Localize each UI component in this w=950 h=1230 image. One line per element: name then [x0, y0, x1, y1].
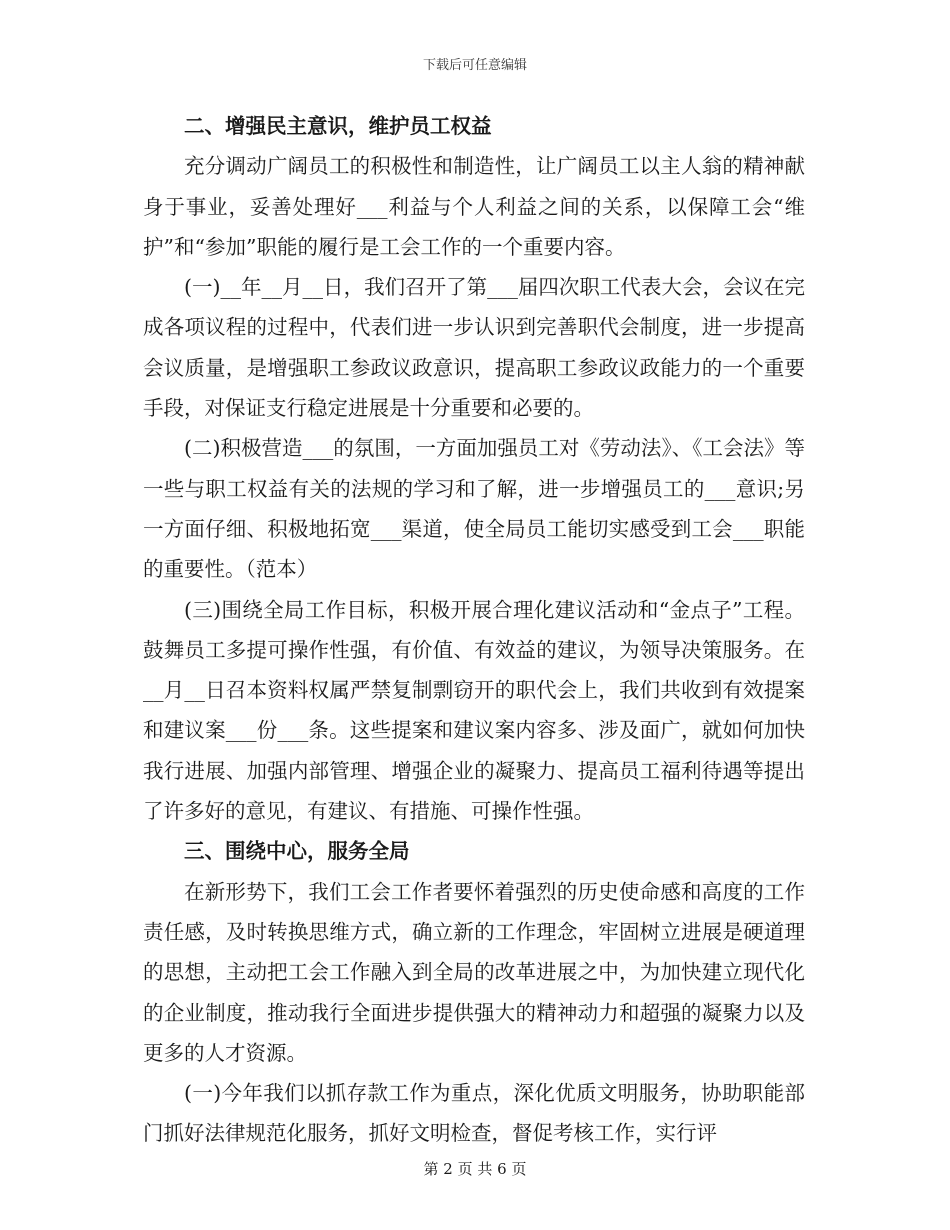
paragraph-3: (二)积极营造___的氛围，一方面加强员工对《劳动法》、《工会法》等一些与职工权益有关的法规的学习和了解，进一步增强员工的___意识;另一方面仔细、积极地拓宽___渠道，使全局员工能切实感受到工会___职能的重要性。（范本）: [143, 436, 805, 582]
document-body: [143, 106, 805, 1154]
page-header-note: 下载后可任意编辑: [422, 58, 527, 73]
section-heading-3: 三、围绕中心，服务全局: [184, 839, 410, 864]
paragraph-4: (三)围绕全局工作目标，积极开展合理化建议活动和“金点子”工程。鼓舞员工多提可操作性强，有价值、有效益的建议，为领导决策服务。在__月__日召本资料权属严禁复制剽窃开的职代会上，我们共收到有效提案和建议案___份___条。这些提案和建议案内容多、涉及面广，就如何加快我行进展、加强内部管理、增强企业的凝聚力、提高员工福利待遇等提出了许多好的意见，有建议、有措施、可操作性强。: [143, 597, 805, 824]
section-heading-2: 二、增强民主意识，维护员工权益: [184, 114, 492, 138]
paragraph-2: (一)__年__月__日，我们召开了第___届四次职工代表大会，会议在完成各项议程的过程中，代表们进一步认识到完善职代会制度，进一步提高会议质量，是增强职工参政议政意识，提高职工参政议政能力的一个重要手段，对保证支行稳定进展是十分重要和必要的。: [143, 275, 805, 421]
page-number: 第 2 页 共 6 页: [423, 1160, 527, 1178]
paragraph-5: 在新形势下，我们工会工作者要怀着强烈的历史使命感和高度的工作责任感，及时转换思维方式，确立新的工作理念，牢固树立进展是硬道理的思想，主动把工会工作融入到全局的改革进展之中，为加快建立现代化的企业制度，推动我行全面进步提供强大的精神动力和超强的凝聚力以及更多的人才资源。: [143, 879, 805, 1065]
paragraph-1: 充分调动广阔员工的积极性和制造性，让广阔员工以主人翁的精神献身于事业，妥善处理好___利益与个人利益之间的关系，以保障工会“维护”和“参加”职能的履行是工会工作的一个重要内容。: [143, 154, 805, 259]
paragraph-6: (一)今年我们以抓存款工作为重点，深化优质文明服务，协助职能部门抓好法律规范化服务，抓好文明检查，督促考核工作，实行评: [143, 1081, 805, 1146]
